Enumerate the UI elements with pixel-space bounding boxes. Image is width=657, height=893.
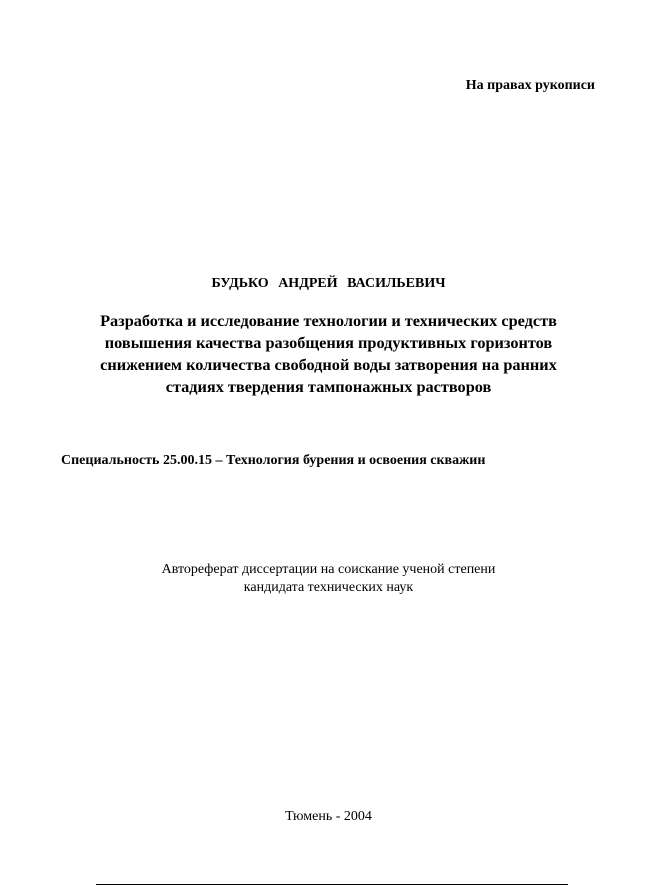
title-line: Разработка и исследование технологии и технических средств — [100, 311, 557, 330]
manuscript-note: На правах рукописи — [465, 78, 595, 93]
dissertation-title — [40, 310, 617, 398]
title-line: снижением количества свободной воды затворения на ранних — [100, 355, 557, 374]
bottom-divider — [96, 884, 568, 885]
place-year: Тюмень - 2004 — [285, 809, 372, 824]
abstract-line: кандидата технических наук — [243, 580, 414, 595]
abstract-line: Автореферат диссертации на соискание ученой степени — [161, 562, 496, 577]
title-line: стадиях твердения тампонажных растворов — [165, 377, 492, 396]
abstract-description — [0, 561, 657, 597]
author-name: БУДЬКО АНДРЕЙ ВАСИЛЬЕВИЧ — [211, 276, 446, 291]
title-line: повышения качества разобщения продуктивных горизонтов — [104, 333, 553, 352]
specialty-line: Специальность 25.00.15 – Технология бурения и освоения скважин — [61, 453, 486, 468]
